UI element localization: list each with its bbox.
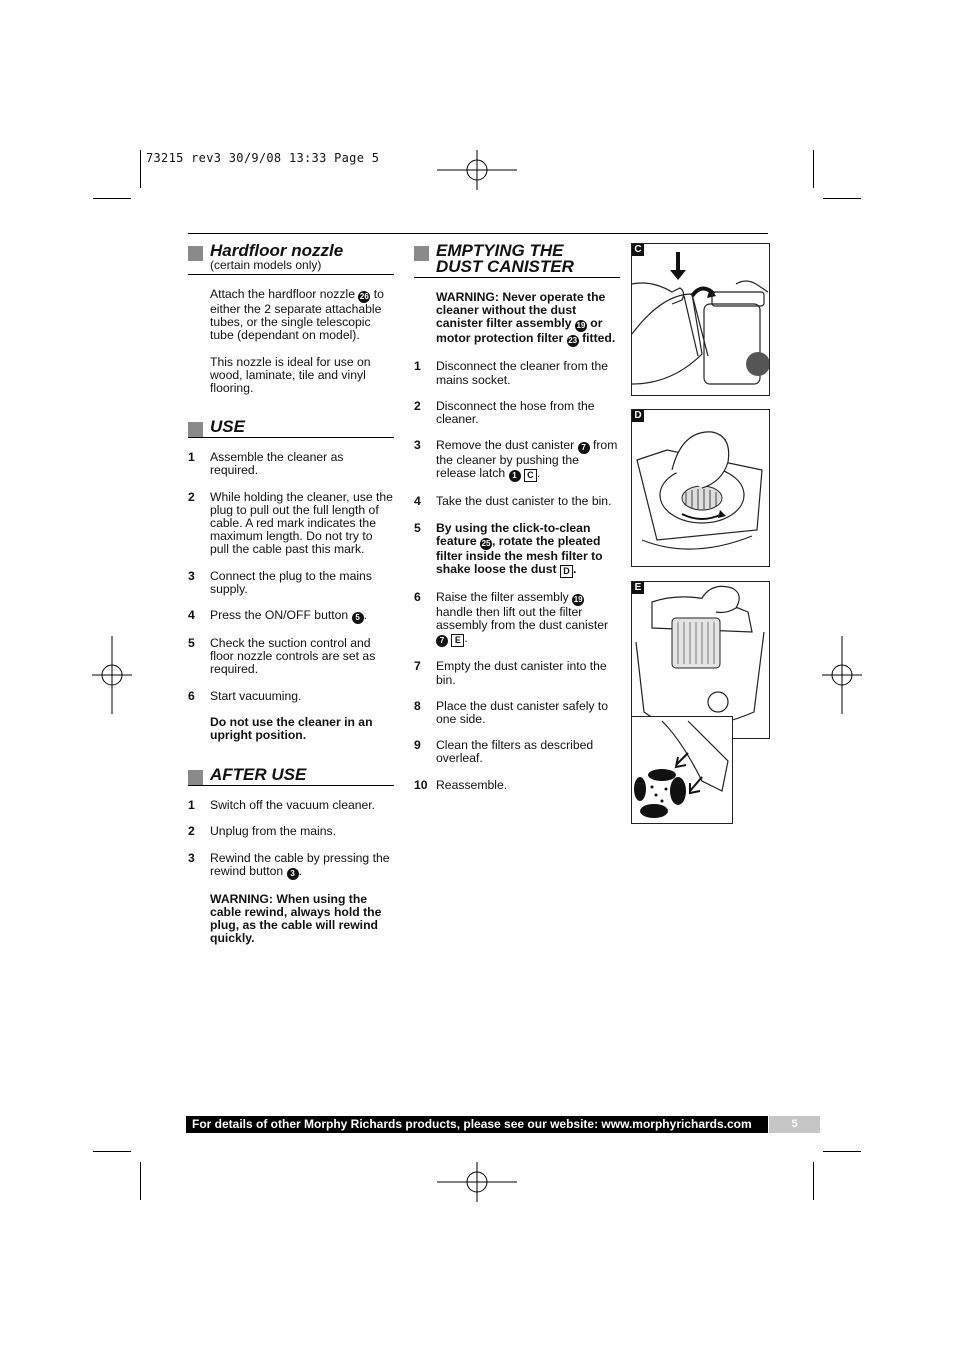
list-item: 10 Reassemble. <box>414 777 508 792</box>
part-number-icon: 26 <box>359 292 369 301</box>
part-number-icon: 19 <box>573 595 583 605</box>
part-number-icon: 25 <box>481 538 491 548</box>
footer-website-bar <box>186 1116 768 1133</box>
heading-square-icon <box>414 246 429 261</box>
list-item: 2 Disconnect the hose from the cleaner. <box>414 398 595 427</box>
crop-mark <box>93 198 131 199</box>
after-use-warning: WARNING: When using the cable rewind, always hold the plug, as the cable will rewind quickly. <box>210 891 382 946</box>
list-item: 3 Connect the plug to the mains supply. <box>188 568 372 596</box>
section-heading-after-use <box>188 767 394 786</box>
crop-mark <box>140 150 141 188</box>
list-item: 5 Check the suction control and floor nozzle controls are set as required. <box>188 636 376 677</box>
crop-mark <box>813 150 814 188</box>
crop-mark <box>813 1162 814 1200</box>
section-title: EMPTYING THE <box>436 241 564 260</box>
figure-label: D <box>632 410 644 422</box>
list-item: 6 Raise the filter assembly 19 handle then lift out the filter assembly from the dust canister 7 E . <box>414 590 609 646</box>
list-item: 1 Disconnect the cleaner from the mains socket. <box>414 359 609 387</box>
filter-rotate-illustration <box>632 410 769 566</box>
hardfloor-paragraph-1: Attach the hardfloor nozzle 26 to either the 2 separate attachable tubes, or the single telescopic tube (dependant on model). <box>210 287 384 343</box>
section-subtitle: (certain models only) <box>210 258 322 272</box>
list-item: 6 Start vacuuming. <box>188 688 302 703</box>
part-number-icon: 7 <box>436 635 448 647</box>
list-item: 4 Press the ON/OFF button 5 . <box>188 608 367 623</box>
heading-square-icon <box>188 246 203 261</box>
figure-ref-icon: E <box>451 634 464 647</box>
list-item: 2 While holding the cleaner, use the plug to pull out the full length of cable. A red mark indicates the maximum length. Do not try to pull the cable past this mark. <box>188 489 393 557</box>
heading-square-icon <box>188 422 203 437</box>
section-heading-emptying <box>414 243 620 278</box>
list-item: 2 Unplug from the mains. <box>188 824 336 839</box>
left-column <box>188 243 394 946</box>
registration-mark-right <box>822 636 862 714</box>
figure-ref-icon: D <box>560 565 573 578</box>
list-item: 1 Assemble the cleaner as required. <box>188 450 344 478</box>
list-item: 5 By using the click-to-clean feature 25 , rotate the pleated filter inside the mesh filter to shake loose the dust D . <box>414 520 603 577</box>
section-title: USE <box>210 417 245 437</box>
list-item: 8 Place the dust canister safely to one side. <box>414 698 609 727</box>
footer-text: For details of other Morphy Richards products, please see our website: www.morphyrichards.com <box>192 1117 752 1131</box>
section-title: Hardfloor nozzle <box>210 241 344 260</box>
print-slug: 73215 rev3 30/9/08 13:33 Page 5 <box>146 151 380 165</box>
figure-e-inset <box>631 716 733 824</box>
list-item: 7 Empty the dust canister into the bin. <box>414 659 607 687</box>
figure-label: E <box>632 582 644 594</box>
hardfloor-paragraph-2: This nozzle is ideal for use on wood, laminate, tile and vinyl flooring. <box>210 354 371 396</box>
vacuum-latch-illustration <box>632 244 769 395</box>
figure-label: C <box>632 244 644 256</box>
use-warning: Do not use the cleaner in an upright position. <box>210 714 373 743</box>
list-item: 3 Rewind the cable by pressing the rewind button 3 . <box>188 850 390 878</box>
list-item: 1 Switch off the vacuum cleaner. <box>188 798 376 813</box>
section-title: AFTER USE <box>210 765 307 785</box>
part-number-icon: 1 <box>509 470 521 482</box>
registration-mark-left <box>92 636 132 714</box>
top-rule <box>188 233 768 234</box>
crop-mark <box>140 1162 141 1200</box>
figure-d <box>631 409 770 567</box>
part-number-icon: 23 <box>568 336 578 346</box>
part-number-icon: 5 <box>352 612 364 624</box>
section-heading-hardfloor <box>188 243 394 275</box>
part-number-icon: 19 <box>576 321 586 331</box>
list-item: 9 Clean the filters as described overleaf. <box>414 738 594 766</box>
list-item: 3 Remove the dust canister 7 from the cleaner by pushing the release latch 1 C . <box>414 438 618 481</box>
registration-mark-bottom <box>437 1162 517 1202</box>
filter-lift-illustration <box>632 582 769 738</box>
figure-c <box>631 243 770 396</box>
crop-mark <box>93 1151 131 1152</box>
part-number-icon: 7 <box>578 442 590 454</box>
crop-mark <box>823 1151 861 1152</box>
part-number-icon: 3 <box>287 868 299 880</box>
section-heading-use <box>188 419 394 438</box>
page-number: 5 <box>769 1116 820 1133</box>
registration-mark-top <box>437 150 517 190</box>
emptying-warning: WARNING: Never operate the cleaner without the dust canister filter assembly 19 or motor protection filter 23 fitted. <box>436 290 616 346</box>
middle-column <box>414 243 620 792</box>
bin-emptying-illustration <box>632 717 732 823</box>
figure-ref-icon: C <box>524 469 537 482</box>
list-item: 4 Take the dust canister to the bin. <box>414 494 612 509</box>
section-title: DUST CANISTER <box>436 257 574 276</box>
heading-square-icon <box>188 770 203 785</box>
crop-mark <box>823 198 861 199</box>
